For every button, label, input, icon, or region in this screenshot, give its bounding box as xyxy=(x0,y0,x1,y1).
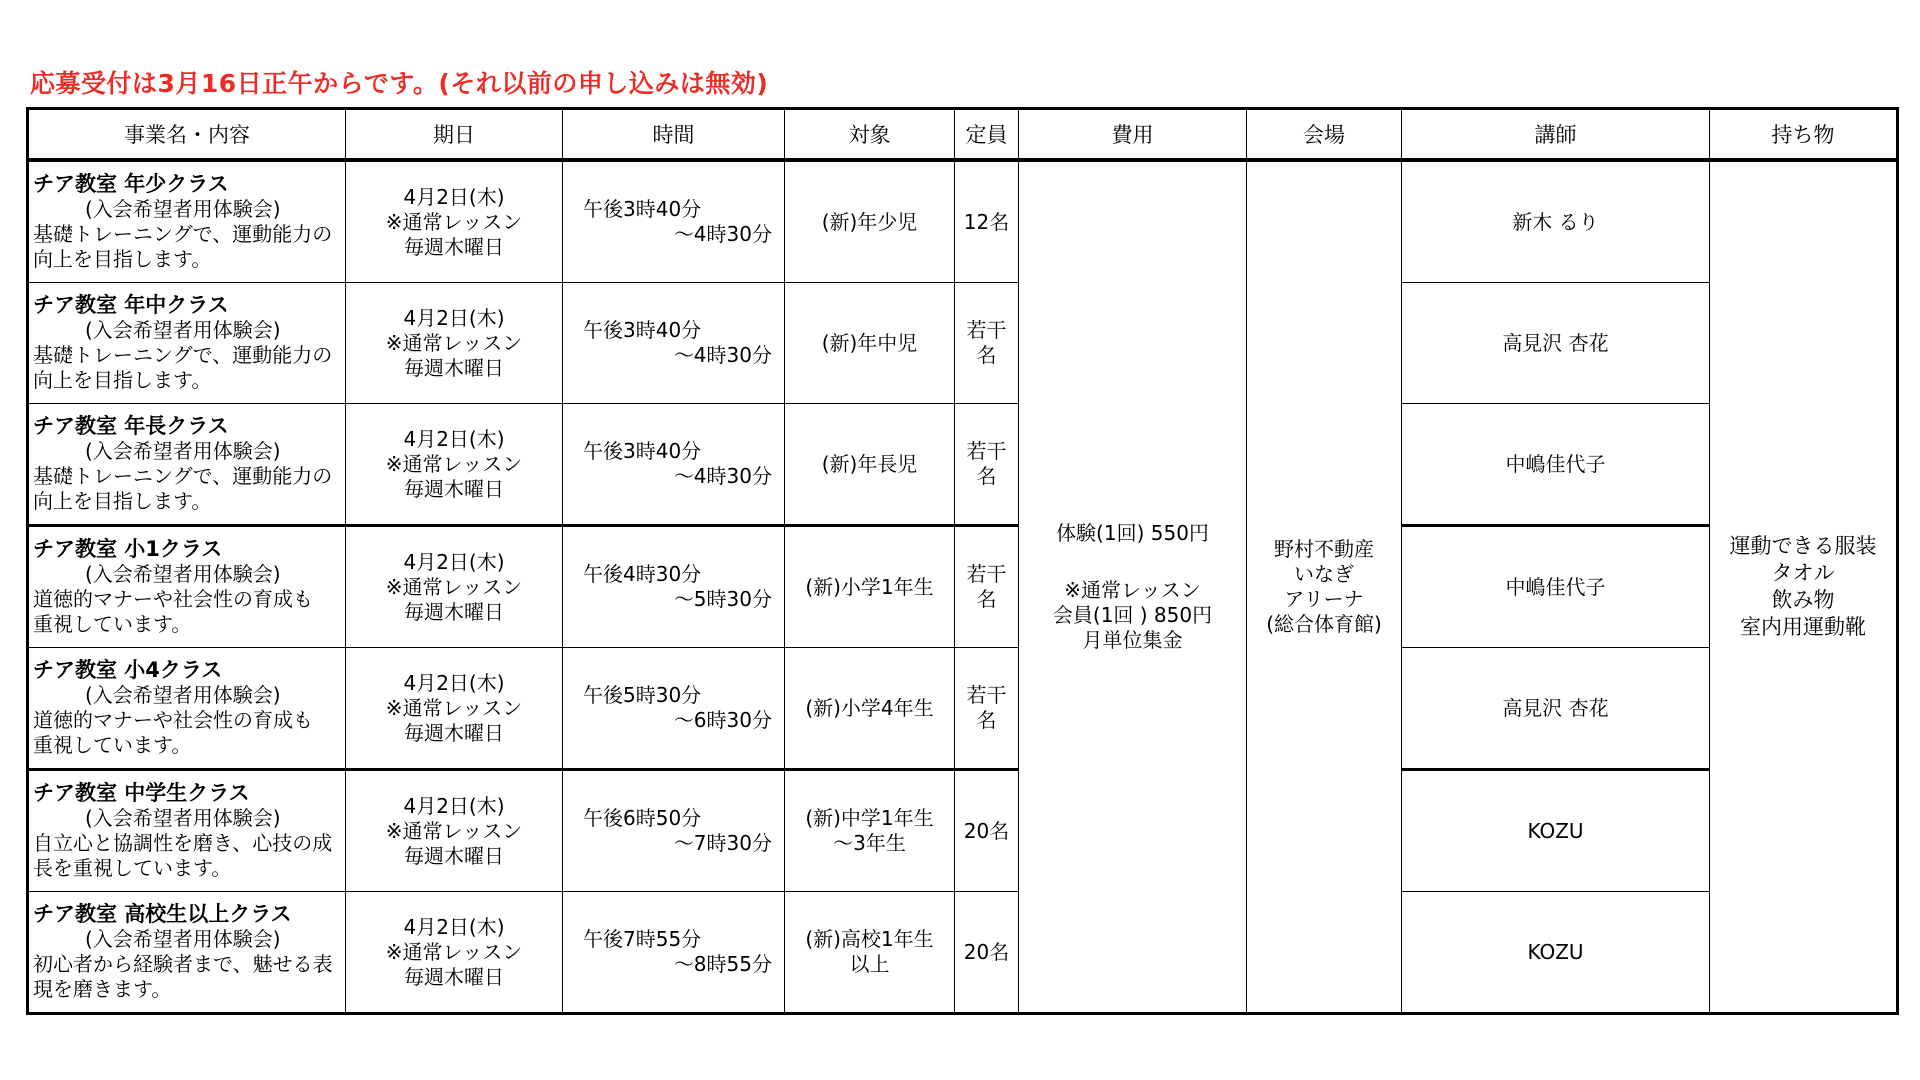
program-description: 道徳的マナーや社会性の育成も xyxy=(33,587,313,611)
time-cell xyxy=(563,648,785,770)
instructor-cell: 中嶋佳代子 xyxy=(1402,526,1710,648)
start-date: 4月2日(木) xyxy=(403,305,505,330)
program-cell xyxy=(28,283,346,404)
program-title: チア教室 年中クラス xyxy=(33,293,229,317)
time-end: ～4時30分 xyxy=(673,222,772,246)
header-target: 対象 xyxy=(785,109,955,161)
instructor-cell: 高見沢 杏花 xyxy=(1402,283,1710,404)
time-end: ～4時30分 xyxy=(673,464,772,488)
program-title: チア教室 中学生クラス xyxy=(33,781,250,805)
regular-lesson-note: ※通常レッスン xyxy=(385,695,523,720)
start-date: 4月2日(木) xyxy=(403,426,505,451)
capacity-cell xyxy=(955,648,1019,770)
target-cell xyxy=(785,770,955,892)
program-description: 向上を目指します。 xyxy=(33,368,212,392)
program-title: チア教室 高校生以上クラス xyxy=(33,902,292,926)
instructor-cell: 中嶋佳代子 xyxy=(1402,404,1710,526)
capacity-text: 20名 xyxy=(963,939,1010,964)
capacity-text: 20名 xyxy=(963,818,1010,843)
header-row xyxy=(28,109,1898,161)
item-line: 室内用運動靴 xyxy=(1740,615,1866,639)
date-cell xyxy=(346,160,563,283)
target-text-2: 以上 xyxy=(849,952,890,976)
program-subtitle: (入会希望者用体験会) xyxy=(85,683,281,707)
target-text-2: ～3年生 xyxy=(833,831,906,855)
capacity-cell xyxy=(955,283,1019,404)
table-row xyxy=(28,160,1898,283)
program-title: チア教室 年長クラス xyxy=(33,414,229,438)
start-date: 4月2日(木) xyxy=(403,184,505,209)
weekly-day: 毎週木曜日 xyxy=(404,599,504,624)
venue-cell xyxy=(1247,160,1402,1014)
program-cell xyxy=(28,770,346,892)
date-cell xyxy=(346,770,563,892)
target-text: (新)年中児 xyxy=(821,330,918,355)
weekly-day: 毎週木曜日 xyxy=(404,964,504,989)
program-cell xyxy=(28,892,346,1014)
time-start: 午後3時40分 xyxy=(583,318,702,342)
capacity-text: 若干 xyxy=(966,318,1007,342)
start-date: 4月2日(木) xyxy=(403,670,505,695)
weekly-day: 毎週木曜日 xyxy=(404,476,504,501)
target-cell xyxy=(785,404,955,526)
regular-lesson-note: ※通常レッスン xyxy=(385,818,523,843)
program-cell xyxy=(28,404,346,526)
program-subtitle: (入会希望者用体験会) xyxy=(85,562,281,586)
time-start: 午後6時50分 xyxy=(583,806,702,830)
target-text: (新)中学1年生 xyxy=(805,806,934,830)
time-cell xyxy=(563,526,785,648)
target-cell xyxy=(785,283,955,404)
capacity-text-2: 名 xyxy=(976,464,997,488)
header-time: 時間 xyxy=(563,109,785,161)
target-cell xyxy=(785,526,955,648)
program-subtitle: (入会希望者用体験会) xyxy=(85,806,281,830)
table-row xyxy=(28,892,1898,1014)
time-end: ～4時30分 xyxy=(673,343,772,367)
program-description: 基礎トレーニングで、運動能力の xyxy=(33,464,333,488)
start-date: 4月2日(木) xyxy=(403,914,505,939)
target-cell xyxy=(785,160,955,283)
time-cell xyxy=(563,283,785,404)
weekly-day: 毎週木曜日 xyxy=(404,355,504,380)
capacity-text-2: 名 xyxy=(976,708,997,732)
time-end: ～7時30分 xyxy=(673,831,772,855)
time-start: 午後7時55分 xyxy=(583,927,702,951)
program-description: 重視しています。 xyxy=(33,733,192,757)
date-cell xyxy=(346,404,563,526)
time-cell xyxy=(563,404,785,526)
instructor-cell: KOZU xyxy=(1402,892,1710,1014)
schedule-table xyxy=(26,107,1899,1015)
program-cell xyxy=(28,526,346,648)
program-cell xyxy=(28,648,346,770)
fee-cell xyxy=(1019,160,1247,1014)
capacity-cell xyxy=(955,770,1019,892)
fee-member: 会員(1回 ) 850円 xyxy=(1052,603,1213,627)
program-title: チア教室 小1クラス xyxy=(33,537,223,561)
time-start: 午後3時40分 xyxy=(583,197,702,221)
program-description: 基礎トレーニングで、運動能力の xyxy=(33,222,333,246)
time-cell xyxy=(563,892,785,1014)
time-end: ～6時30分 xyxy=(673,708,772,732)
time-cell xyxy=(563,770,785,892)
capacity-text: 若干 xyxy=(966,683,1007,707)
program-subtitle: (入会希望者用体験会) xyxy=(85,927,281,951)
program-description: 道徳的マナーや社会性の育成も xyxy=(33,708,313,732)
regular-lesson-note: ※通常レッスン xyxy=(385,209,523,234)
capacity-cell xyxy=(955,526,1019,648)
header-instructor: 講師 xyxy=(1402,109,1710,161)
program-description: 向上を目指します。 xyxy=(33,489,212,513)
regular-lesson-note: ※通常レッスン xyxy=(385,451,523,476)
table-row xyxy=(28,770,1898,892)
program-description: 基礎トレーニングで、運動能力の xyxy=(33,343,333,367)
capacity-cell xyxy=(955,404,1019,526)
target-cell xyxy=(785,648,955,770)
items-cell xyxy=(1710,160,1898,1014)
table-row xyxy=(28,283,1898,404)
time-end: ～8時55分 xyxy=(673,952,772,976)
target-text: (新)小学1年生 xyxy=(805,574,934,599)
target-text: (新)年長児 xyxy=(821,451,918,476)
venue-line: アリーナ xyxy=(1284,587,1364,611)
venue-line: 野村不動産 xyxy=(1274,537,1374,561)
item-line: 運動できる服装 xyxy=(1729,534,1877,558)
date-cell xyxy=(346,892,563,1014)
header-date: 期日 xyxy=(346,109,563,161)
target-text: (新)年少児 xyxy=(821,209,918,234)
target-text: (新)小学4年生 xyxy=(805,695,934,720)
header-program: 事業名・内容 xyxy=(28,109,346,161)
table-row xyxy=(28,526,1898,648)
program-description: 長を重視しています。 xyxy=(33,856,232,880)
regular-lesson-note: ※通常レッスン xyxy=(385,939,523,964)
time-end: ～5時30分 xyxy=(673,587,772,611)
application-notice: 応募受付は3月16日正午からです。(それ以前の申し込みは無効) xyxy=(30,69,769,98)
program-description: 初心者から経験者まで、魅せる表 xyxy=(33,952,333,976)
capacity-text: 12名 xyxy=(963,209,1010,234)
capacity-text: 若干 xyxy=(966,562,1007,586)
capacity-cell xyxy=(955,892,1019,1014)
date-cell xyxy=(346,648,563,770)
instructor-cell: KOZU xyxy=(1402,770,1710,892)
header-venue: 会場 xyxy=(1247,109,1402,161)
start-date: 4月2日(木) xyxy=(403,549,505,574)
program-title: チア教室 年少クラス xyxy=(33,172,229,196)
regular-lesson-note: ※通常レッスン xyxy=(385,574,523,599)
date-cell xyxy=(346,283,563,404)
time-start: 午後4時30分 xyxy=(583,562,702,586)
regular-lesson-note: ※通常レッスン xyxy=(385,330,523,355)
program-subtitle: (入会希望者用体験会) xyxy=(85,197,281,221)
program-subtitle: (入会希望者用体験会) xyxy=(85,318,281,342)
date-cell xyxy=(346,526,563,648)
item-line: タオル xyxy=(1771,561,1835,585)
weekly-day: 毎週木曜日 xyxy=(404,234,504,259)
table-row xyxy=(28,404,1898,526)
header-items: 持ち物 xyxy=(1710,109,1898,161)
table-row xyxy=(28,648,1898,770)
instructor-cell: 高見沢 杏花 xyxy=(1402,648,1710,770)
start-date: 4月2日(木) xyxy=(403,793,505,818)
target-text: (新)高校1年生 xyxy=(805,927,934,951)
weekly-day: 毎週木曜日 xyxy=(404,720,504,745)
weekly-day: 毎週木曜日 xyxy=(404,843,504,868)
header-capacity: 定員 xyxy=(955,109,1019,161)
fee-regular-note: ※通常レッスン xyxy=(1064,578,1201,602)
time-start: 午後3時40分 xyxy=(583,439,702,463)
time-start: 午後5時30分 xyxy=(583,683,702,707)
capacity-cell xyxy=(955,160,1019,283)
fee-monthly: 月単位集金 xyxy=(1082,628,1183,652)
program-subtitle: (入会希望者用体験会) xyxy=(85,439,281,463)
program-description: 向上を目指します。 xyxy=(33,247,212,271)
venue-line: いなぎ xyxy=(1294,562,1354,586)
instructor-cell: 新木 るり xyxy=(1402,160,1710,283)
capacity-text: 若干 xyxy=(966,439,1007,463)
capacity-text-2: 名 xyxy=(976,343,997,367)
capacity-text-2: 名 xyxy=(976,587,997,611)
time-cell xyxy=(563,160,785,283)
program-description: 現を磨きます。 xyxy=(33,977,172,1001)
fee-trial: 体験(1回) 550円 xyxy=(1056,521,1209,545)
header-fee: 費用 xyxy=(1019,109,1247,161)
program-title: チア教室 小4クラス xyxy=(33,658,223,682)
venue-line: (総合体育館) xyxy=(1266,612,1382,636)
item-line: 飲み物 xyxy=(1771,588,1835,612)
program-cell xyxy=(28,160,346,283)
program-description: 自立心と協調性を磨き、心技の成 xyxy=(33,831,333,855)
target-cell xyxy=(785,892,955,1014)
program-description: 重視しています。 xyxy=(33,612,192,636)
